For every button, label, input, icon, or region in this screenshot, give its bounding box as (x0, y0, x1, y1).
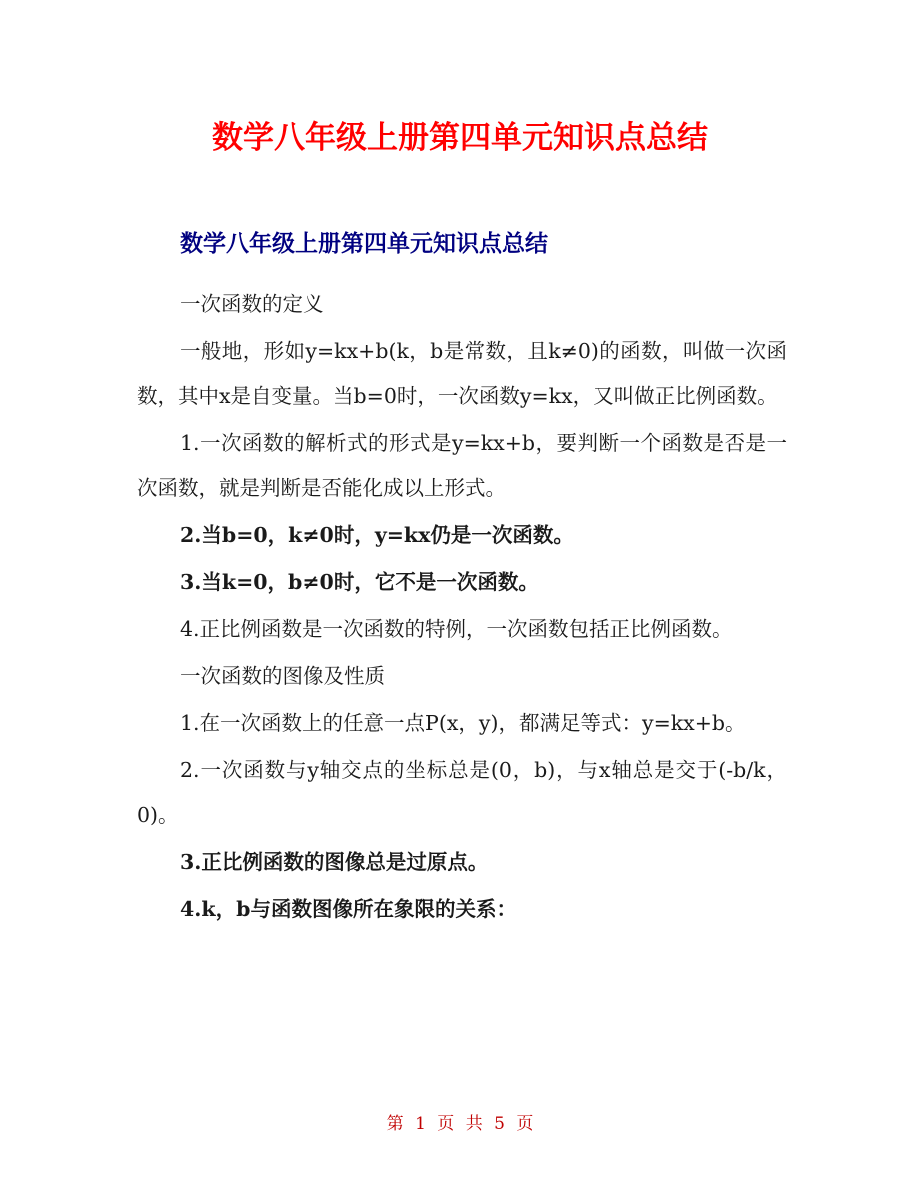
paragraph-point-4: 4.正比例函数是一次函数的特例，一次函数包括正比例函数。 (180, 617, 733, 641)
document-title: 数学八年级上册第四单元知识点总结 (212, 120, 708, 156)
paragraph-graph-1: 1.在一次函数上的任意一点P(x，y)，都满足等式：y=kx+b。 (180, 711, 746, 735)
paragraph-graph-3: 3.正比例函数的图像总是过原点。 (180, 850, 489, 874)
paragraph-point-1: 1.一次函数的解析式的形式是y=kx+b，要判断一个函数是否是一次函数，就是判断是否能化成以上形式。 (137, 431, 787, 500)
paragraph-graph-2: 2.一次函数与y轴交点的坐标总是(0，b)，与x轴总是交于(-b/k，0)。 (137, 758, 787, 827)
paragraph-graph-4: 4.k，b与函数图像所在象限的关系： (180, 897, 517, 921)
document-body (137, 282, 787, 934)
paragraph-point-3: 3.当k=0，b≠0时，它不是一次函数。 (180, 570, 539, 594)
section-heading-definition: 一次函数的定义 (180, 292, 324, 316)
page-number-footer: 第 1 页 共 5 页 (386, 1114, 534, 1134)
section-heading-graph: 一次函数的图像及性质 (180, 664, 385, 688)
section-title: 数学八年级上册第四单元知识点总结 (180, 231, 548, 257)
paragraph-point-2: 2.当b=0，k≠0时，y=kx仍是一次函数。 (180, 523, 574, 547)
paragraph-definition: 一般地，形如y=kx+b(k，b是常数，且k≠0)的函数，叫做一次函数，其中x是自变量。当b=0时，一次函数y=kx，又叫做正比例函数。 (137, 339, 787, 408)
